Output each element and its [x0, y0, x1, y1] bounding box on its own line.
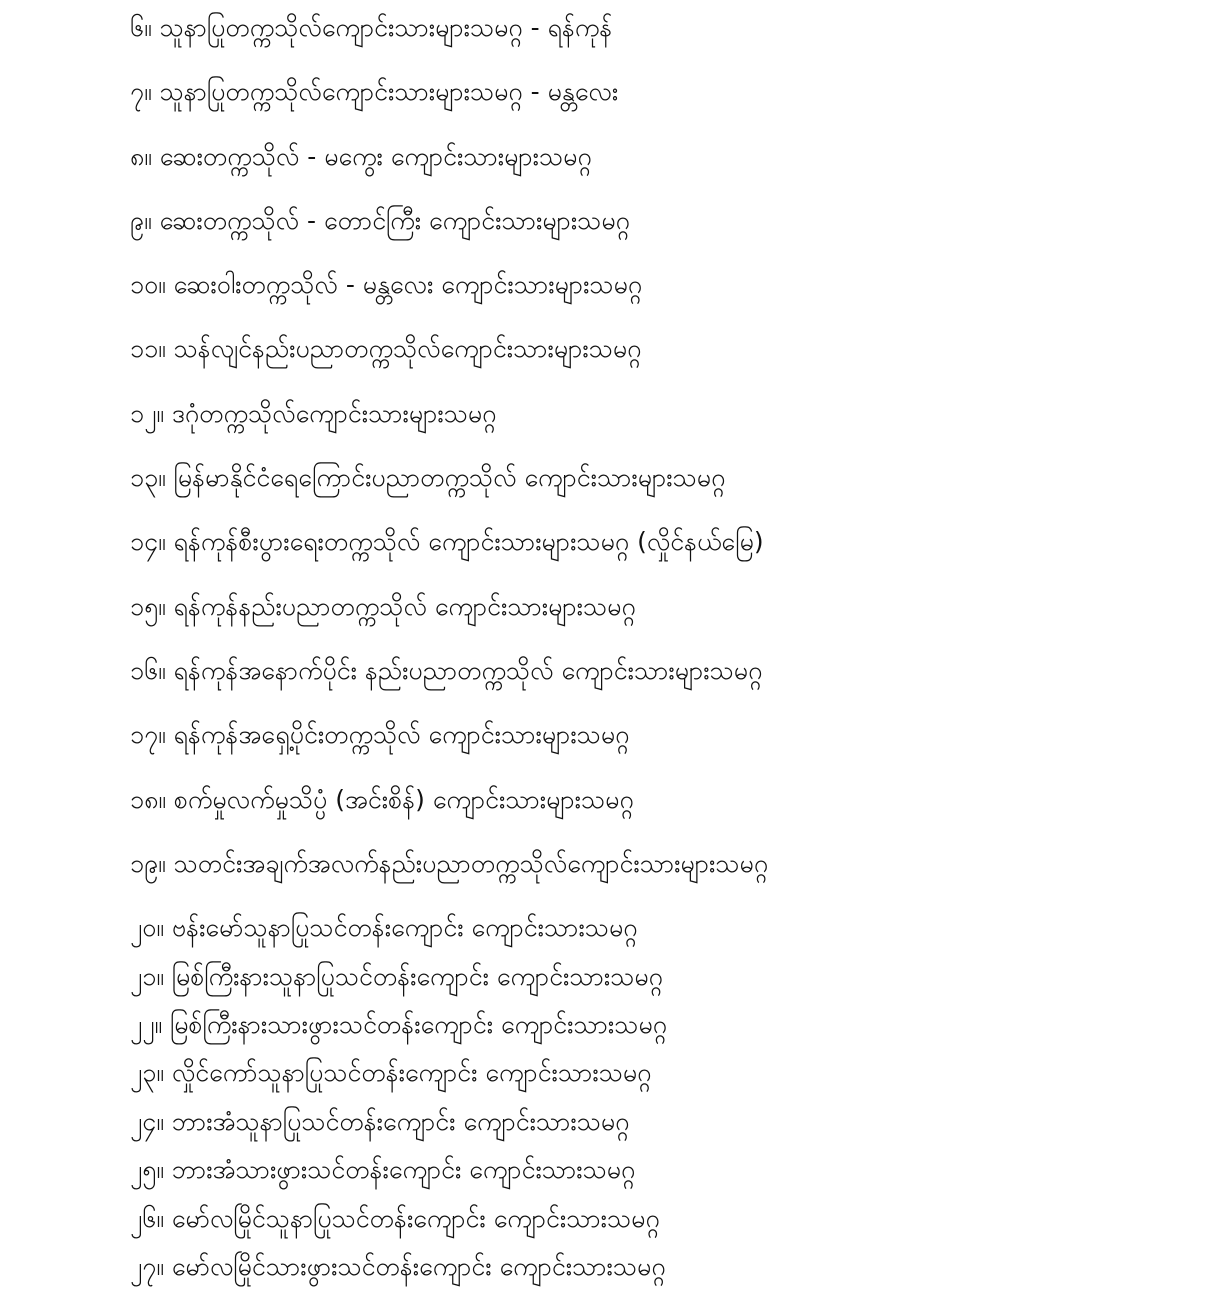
list-item-18: ၁၈။ စက်မှုလက်မှုသိပ္ပံ (အင်းစိန်) ကျောင်းသားများသမဂ္ဂ	[130, 784, 634, 814]
list-item-9: ၉။ ဆေးတက္ကသိုလ် - တောင်ကြီး ကျောင်းသားများသမဂ္ဂ	[130, 205, 630, 235]
list-item-14: ၁၄။ ရန်ကုန်စီးပွားရေးတက္ကသိုလ် ကျောင်းသားများသမဂ္ဂ (လှိုင်နယ်မြေ)	[130, 527, 764, 557]
list-item-21: ၂၁။ မြစ်ကြီးနားသူနာပြုသင်တန်းကျောင်း ကျောင်းသားသမဂ္ဂ	[130, 961, 663, 991]
list-item-10: ၁၀။ ဆေးဝါးတက္ကသိုလ် - မန္တလေး ကျောင်းသားများသမဂ္ဂ	[130, 270, 643, 300]
list-item-20: ၂၀။ ဗန်းမော်သူနာပြုသင်တန်းကျောင်း ကျောင်းသားသမဂ္ဂ	[130, 913, 638, 943]
list-item-24: ၂၄။ ဘားအံသူနာပြုသင်တန်းကျောင်း ကျောင်းသားသမဂ္ဂ	[130, 1106, 630, 1136]
list-item-11: ၁၁။ သန်လျင်နည်းပညာတက္ကသိုလ်ကျောင်းသားများသမဂ္ဂ	[130, 334, 642, 364]
list-item-19: ၁၉။ သတင်းအချက်အလက်နည်းပညာတက္ကသိုလ်ကျောင်းသားများသမဂ္ဂ	[130, 848, 769, 878]
list-item-7: ၇။ သူနာပြုတက္ကသိုလ်ကျောင်းသားများသမဂ္ဂ - မန္တလေး	[130, 77, 619, 107]
list-item-13: ၁၃။ မြန်မာနိုင်ငံရေကြောင်းပညာတက္ကသိုလ် ကျောင်းသားများသမဂ္ဂ	[130, 463, 726, 493]
list-item-12: ၁၂။ ဒဂုံတက္ကသိုလ်ကျောင်းသားများသမဂ္ဂ	[130, 398, 497, 428]
list-item-8: ၈။ ဆေးတက္ကသိုလ် - မကွေး ကျောင်းသားများသမဂ္ဂ	[130, 141, 592, 171]
list-item-23: ၂၃။ လှိုင်ကော်သူနာပြုသင်တန်းကျောင်း ကျောင်းသားသမဂ္ဂ	[130, 1058, 652, 1088]
list-item-16: ၁၆။ ရန်ကုန်အနောက်ပိုင်း နည်းပညာတက္ကသိုလ် ကျောင်းသားများသမဂ္ဂ	[130, 655, 763, 685]
list-item-27: ၂၇။ မော်လမြိုင်သားဖွားသင်တန်းကျောင်း ကျောင်းသားသမဂ္ဂ	[130, 1251, 666, 1281]
list-item-25: ၂၅။ ဘားအံသားဖွားသင်တန်းကျောင်း ကျောင်းသားသမဂ္ဂ	[130, 1155, 636, 1185]
list-item-15: ၁၅။ ရန်ကုန်နည်းပညာတက္ကသိုလ် ကျောင်းသားများသမဂ္ဂ	[130, 591, 636, 621]
list-item-26: ၂၆။ မော်လမြိုင်သူနာပြုသင်တန်းကျောင်း ကျောင်းသားသမဂ္ဂ	[130, 1203, 660, 1233]
list-item-6: ၆။ သူနာပြုတက္ကသိုလ်ကျောင်းသားများသမဂ္ဂ - ရန်ကုန်	[130, 13, 613, 42]
union-list	[130, 8, 1170, 1295]
list-item-17: ၁၇။ ရန်ကုန်အရှေ့ပိုင်းတက္ကသိုလ် ကျောင်းသားများသမဂ္ဂ	[130, 720, 630, 750]
list-item-22: ၂၂။ မြစ်ကြီးနားသားဖွားသင်တန်းကျောင်း ကျောင်းသားသမဂ္ဂ	[130, 1009, 668, 1039]
